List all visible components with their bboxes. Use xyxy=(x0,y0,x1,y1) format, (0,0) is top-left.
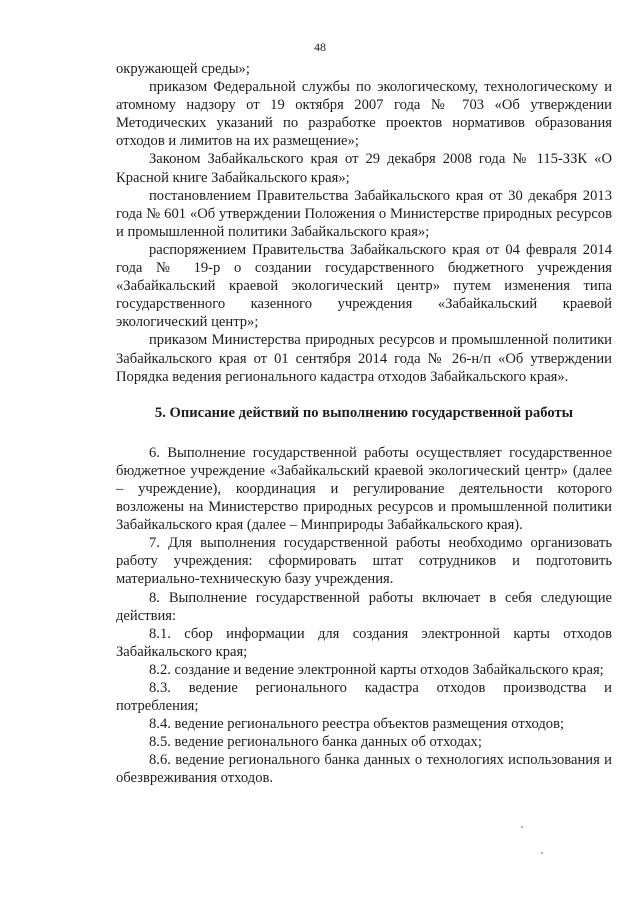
paragraph: распоряжением Правительства Забайкальского края от 04 февраля 2014 года № 19-р о создании государственного бюджетного учреждения «Забайкальский краевой экологический центр» путем изменения типа государственного казенного учреждения «Забайкальский краевой экологический центр»; xyxy=(116,241,612,331)
paragraph: приказом Федеральной службы по экологическому, технологическому и атомному надзору от 19 октября 2007 года № 703 «Об утверждении Методических указаний по разработке проектов нормативов образования отходов и лимитов на их размещение»; xyxy=(116,79,612,150)
paragraph: приказом Министерства природных ресурсов и промышленной политики Забайкальского края от 01 сентября 2014 года № 26-н/п «Об утверждении Порядка ведения регионального кадастра отходов Забайкальского края». xyxy=(116,332,612,385)
page-number: 48 xyxy=(314,40,326,54)
list-item: 8.1. сбор информации для создания электронной карты отходов Забайкальского края; xyxy=(116,625,612,660)
paragraph: постановлением Правительства Забайкальского края от 30 декабря 2013 года № 601 «Об утверждении Положения о Министерстве природных ресурсов и промышленной политики Забайкальского края»; xyxy=(116,187,612,240)
scan-speck xyxy=(521,826,523,828)
paragraph: 6. Выполнение государственной работы осуществляет государственное бюджетное учреждение «Забайкальский краевой экологический центр» (далее – учреждение), координация и регулирование деятельности которого возложены на Министерство природных ресурсов и промышленной политики Забайкальского края (далее – Минприроды Забайкальского края). xyxy=(116,444,612,534)
paragraph: окружающей среды»; xyxy=(116,61,250,77)
paragraph: 8. Выполнение государственной работы включает в себя следующие действия: xyxy=(116,589,612,624)
scan-speck xyxy=(541,852,543,854)
list-item: 8.6. ведение регионального банка данных о технологиях использования и обезвреживания отходов. xyxy=(116,752,612,787)
list-item: 8.5. ведение регионального банка данных об отходах; xyxy=(149,734,482,751)
list-item: 8.3. ведение регионального кадастра отходов производства и потребления; xyxy=(116,680,612,715)
section-heading: 5. Описание действий по выполнению государственной работы xyxy=(154,404,574,421)
paragraph: 7. Для выполнения государственной работы необходимо организовать работу учреждения: сформировать штат сотрудников и подготовить материально-техническую базу учреждения. xyxy=(116,535,612,588)
paragraph: Законом Забайкальского края от 29 декабря 2008 года № 115-ЗЗК «О Красной книге Забайкальского края»; xyxy=(116,151,612,186)
list-item: 8.2. создание и ведение электронной карты отходов Забайкальского края; xyxy=(149,661,604,678)
document-body xyxy=(116,60,612,788)
list-item: 8.4. ведение регионального реестра объектов размещения отходов; xyxy=(149,716,565,733)
